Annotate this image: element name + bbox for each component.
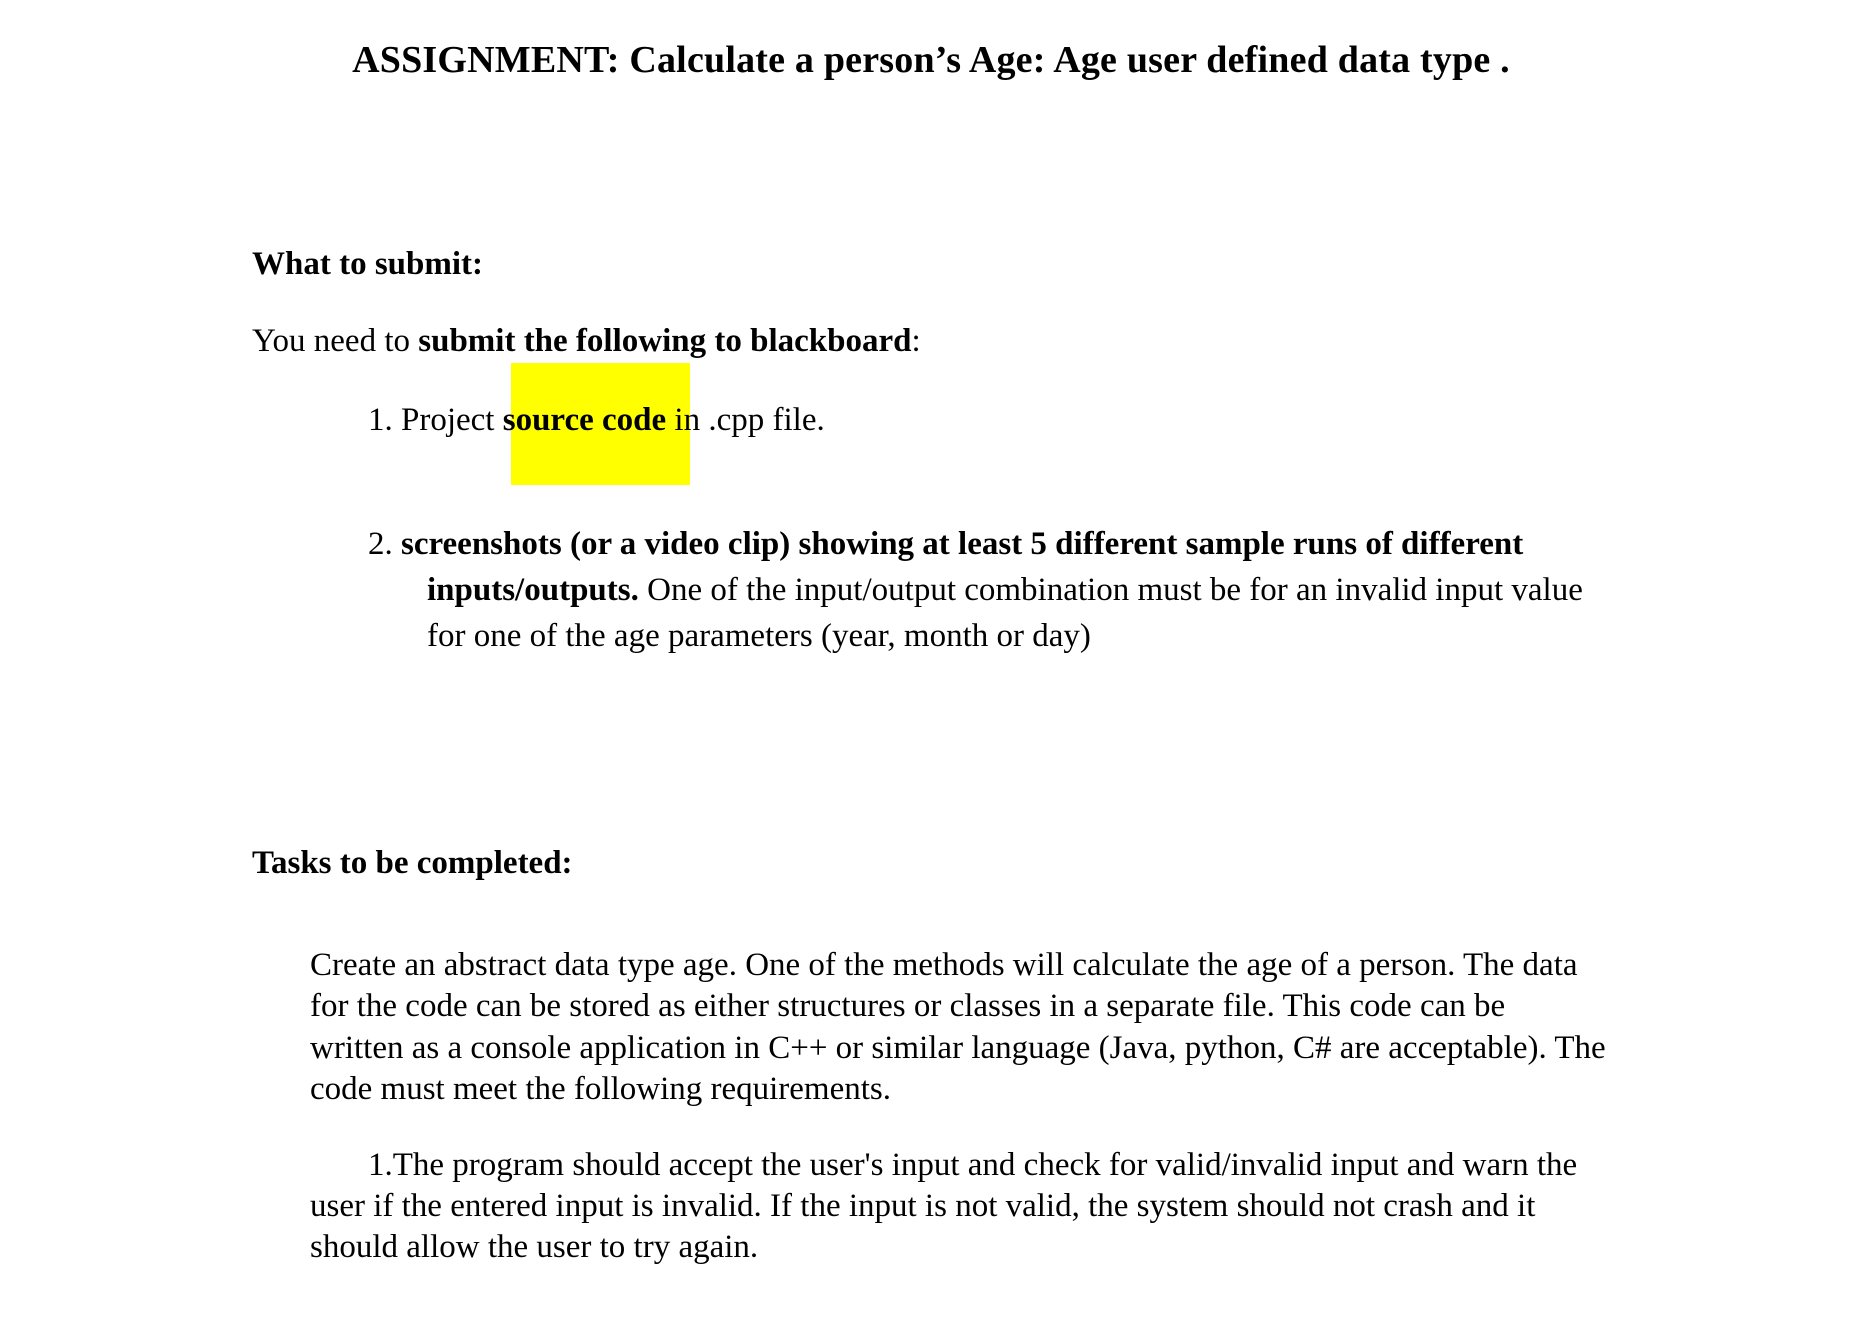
paragraph-line: should allow the user to try again. xyxy=(310,1229,759,1265)
source-code-label: source code xyxy=(502,402,667,438)
tasks-heading: Tasks to be completed: xyxy=(252,845,573,881)
submit-heading: What to submit: xyxy=(252,246,484,282)
submit-intro: You need to submit the following to blackboard: xyxy=(252,323,921,359)
submit-item-1: 1. Project source code in .cpp file. xyxy=(368,402,825,438)
paragraph-line: Create an abstract data type age. One of the methods will calculate the age of a person. The data xyxy=(310,947,1578,983)
paragraph-line: code must meet the following requirements. xyxy=(310,1071,892,1107)
paragraph-line: 1.The program should accept the user's input and check for valid/invalid input and warn the xyxy=(368,1147,1578,1183)
page-title: ASSIGNMENT: Calculate a person’s Age: Age user defined data type . xyxy=(352,39,1510,81)
paragraph-line: user if the entered input is invalid. If the input is not valid, the system should not crash and it xyxy=(310,1188,1536,1224)
paragraph-line: written as a console application in C++ or similar language (Java, python, C# are acceptable). The xyxy=(310,1030,1606,1066)
submit-item-2-line-3: for one of the age parameters (year, month or day) xyxy=(427,618,1091,654)
paragraph-line: for the code can be stored as either structures or classes in a separate file. This code can be xyxy=(310,988,1506,1024)
submit-item-2-line-2: inputs/outputs. One of the input/output combination must be for an invalid input value xyxy=(427,572,1583,608)
submit-item-2-line-1: 2. screenshots (or a video clip) showing at least 5 different sample runs of different xyxy=(368,526,1524,562)
